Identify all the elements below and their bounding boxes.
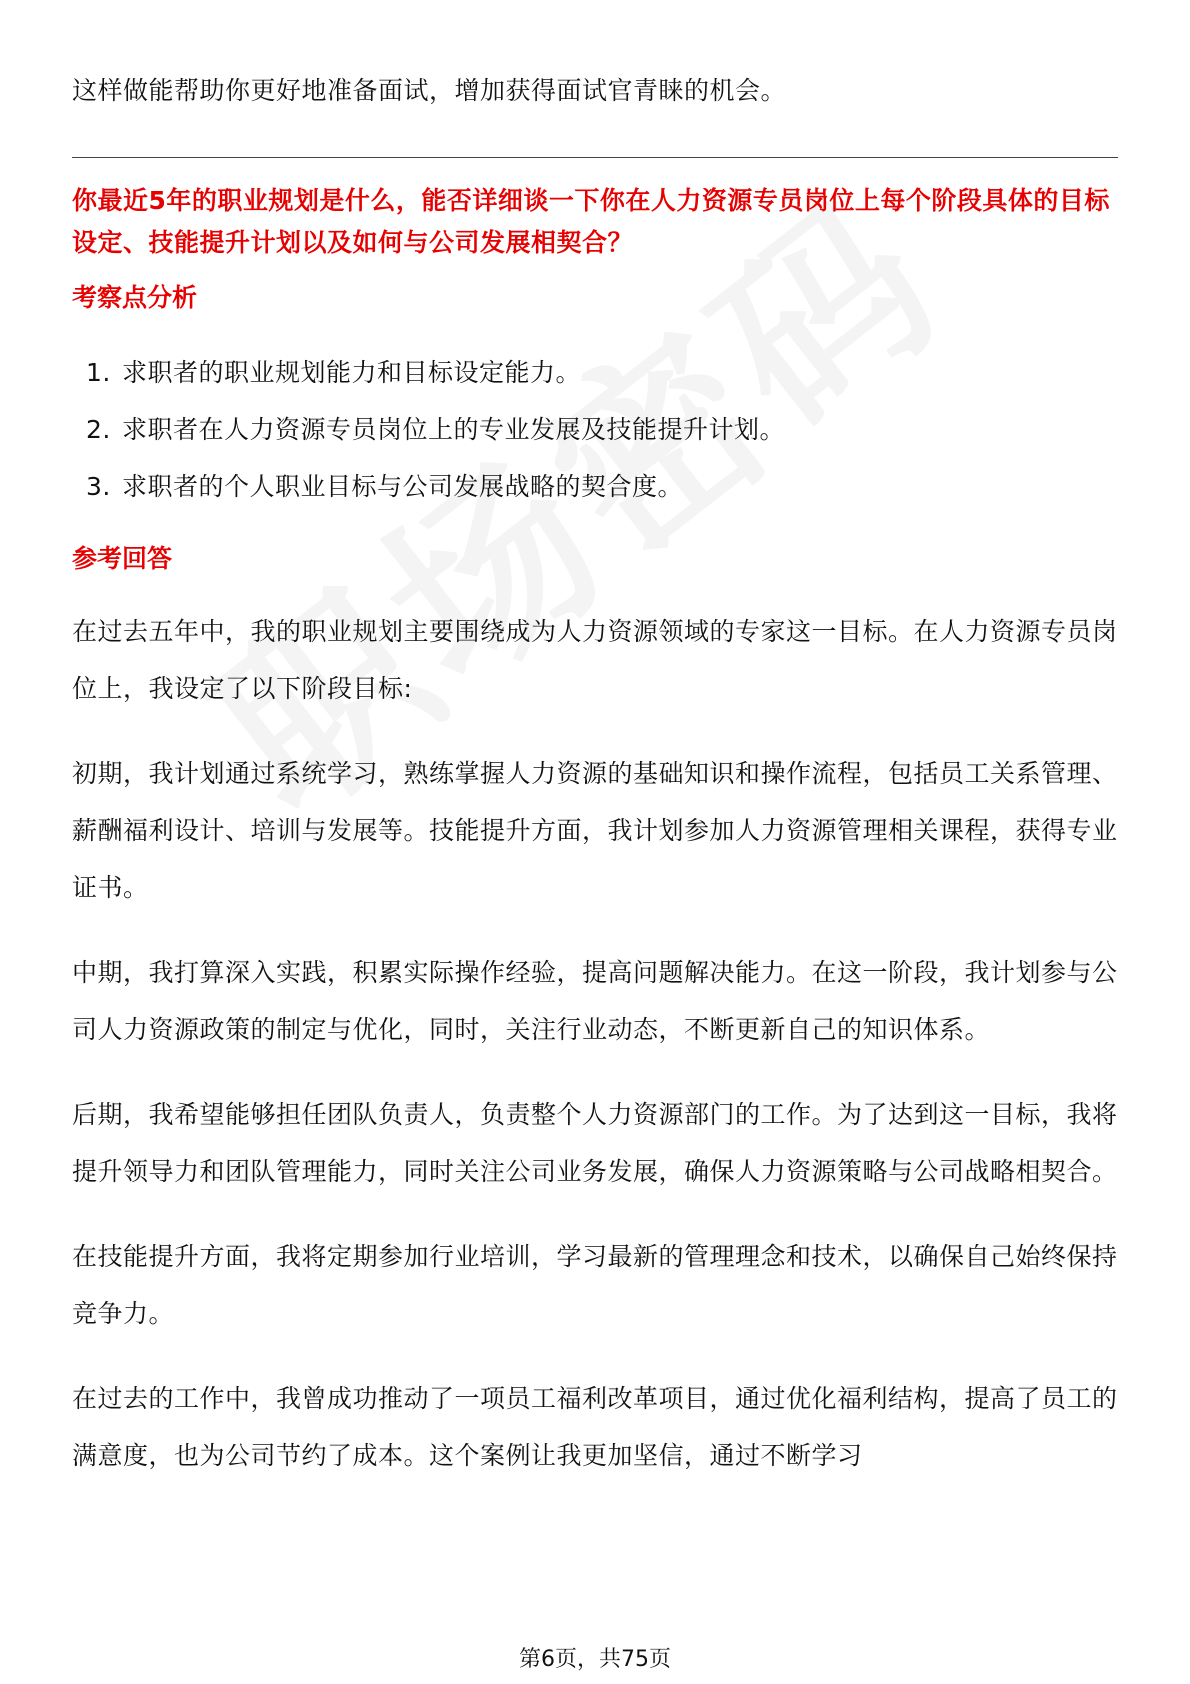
intro-paragraph: 这样做能帮助你更好地准备面试，增加获得面试官青睐的机会。 [72,76,787,105]
answer-paragraph: 中期，我打算深入实践，积累实际操作经验，提高问题解决能力。在这一阶段，我计划参与公司人力资源政策的制定与优化，同时，关注行业动态，不断更新自己的知识体系。 [72,958,1118,1044]
question-heading: 你最近5年的职业规划是什么，能否详细谈一下你在人力资源专员岗位上每个阶段具体的目标设定、技能提升计划以及如何与公司发展相契合？ [72,186,1110,257]
list-item-text: 求职者在人力资源专员岗位上的专业发展及技能提升计划。 [122,415,786,444]
analysis-title: 考察点分析 [72,283,198,312]
list-item-number: 3. [86,472,111,501]
analysis-list [72,344,1118,515]
answer-title: 参考回答 [72,544,173,573]
list-item-number: 2. [86,415,111,444]
list-item [72,458,1118,515]
list-item-text: 求职者的个人职业目标与公司发展战略的契合度。 [122,472,684,501]
list-item-number: 1. [86,358,111,387]
page-content [72,62,1118,1484]
answer-paragraph: 在技能提升方面，我将定期参加行业培训，学习最新的管理理念和技术，以确保自己始终保持竞争力。 [72,1242,1118,1328]
section-divider [72,157,1118,158]
answer-paragraph: 在过去五年中，我的职业规划主要围绕成为人力资源领域的专家这一目标。在人力资源专员岗位上，我设定了以下阶段目标: [72,617,1118,703]
answer-paragraph: 在过去的工作中，我曾成功推动了一项员工福利改革项目，通过优化福利结构，提高了员工的满意度，也为公司节约了成本。这个案例让我更加坚信，通过不断学习 [72,1384,1118,1470]
list-item [72,344,1118,401]
answer-paragraph: 初期，我计划通过系统学习，熟练掌握人力资源的基础知识和操作流程，包括员工关系管理、薪酬福利设计、培训与发展等。技能提升方面，我计划参加人力资源管理相关课程，获得专业证书。 [72,759,1118,902]
answer-paragraph: 后期，我希望能够担任团队负责人，负责整个人力资源部门的工作。为了达到这一目标，我将提升领导力和团队管理能力，同时关注公司业务发展，确保人力资源策略与公司战略相契合。 [72,1100,1118,1186]
page-number: 第6页，共75页 [519,1647,671,1672]
list-item-text: 求职者的职业规划能力和目标设定能力。 [122,358,582,387]
list-item [72,401,1118,458]
